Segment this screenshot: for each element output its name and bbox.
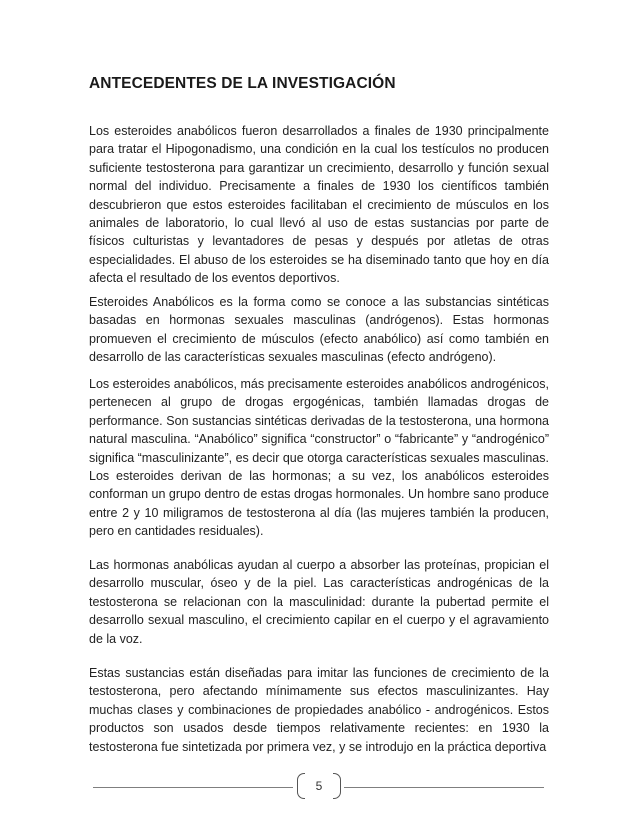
paragraph-5: Estas sustancias están diseñadas para imitar las funciones de crecimiento de la testosterona, pero afectando mínimamente sus efectos masculinizantes. Hay muchas clases y combinaciones de propiedades anabólico - androgénicos. Estos productos son usados desde tiempos relativamente recientes: en 1930 la testosterona fue sintetizada por primera vez, y se introdujo en la práctica deportiva bbox=[89, 666, 549, 754]
paragraph-1: Los esteroides anabólicos fueron desarrollados a finales de 1930 principalmente para tratar el Hipogonadismo, una condición en la cual los testículos no producen suficiente testosterona para garantizar un crecimiento, desarrollo y función sexual normal del individuo. Precisamente a finales de 1930 los científicos también descubrieron que estos esteroides facilitaban el crecimiento de músculos en los animales de laboratorio, lo cual llevó al uso de estas sustancias por parte de físicos culturistas y levantadores de pesas y después por atletas de otras especialidades. El abuso de los esteroides se ha diseminado tanto que hoy en día afecta el resultado de los eventos deportivos. bbox=[89, 124, 549, 286]
page-title: ANTECEDENTES DE LA INVESTIGACIÓN bbox=[89, 75, 396, 92]
footer-rule-right bbox=[344, 787, 544, 788]
close-brace-icon bbox=[333, 773, 341, 799]
page-footer bbox=[0, 770, 638, 806]
page-number: 5 bbox=[315, 779, 323, 793]
paragraph-4: Las hormonas anabólicas ayudan al cuerpo a absorber las proteínas, propician el desarrollo muscular, óseo y de la piel. Las características androgénicas de la testosterona se relacionan con la masculinidad: durante la pubertad permite el desarrollo sexual masculino, el crecimiento capilar en el cuerpo y el agravamiento de la voz. bbox=[89, 558, 549, 646]
paragraph-2: Esteroides Anabólicos es la forma como se conoce a las substancias sintéticas basadas en hormonas sexuales masculinas (andrógenos). Estas hormonas promueven el crecimiento de músculos (efecto anabólico) así como también en desarrollo de las características sexuales masculinas (efecto andrógeno). bbox=[89, 295, 549, 365]
open-brace-icon bbox=[297, 773, 305, 799]
paragraph-3: Los esteroides anabólicos, más precisamente esteroides anabólicos androgénicos, pertenecen al grupo de drogas ergogénicas, también llamadas drogas de performance. Son sustancias sintéticas derivadas de la testosterona, una hormona natural masculina. “Anabólico” significa “constructor” o “fabricante” y “androgénico” significa “masculinizante”, es decir que otorga características sexuales masculinas. Los esteroides derivan de las hormonas; a su vez, los anabólicos esteroides conforman un grupo dentro de estas drogas hormonales. Un hombre sano produce entre 2 y 10 miligramos de testosterona al día (las mujeres también la producen, pero en cantidades residuales). bbox=[89, 377, 550, 539]
footer-rule-left bbox=[93, 787, 293, 788]
